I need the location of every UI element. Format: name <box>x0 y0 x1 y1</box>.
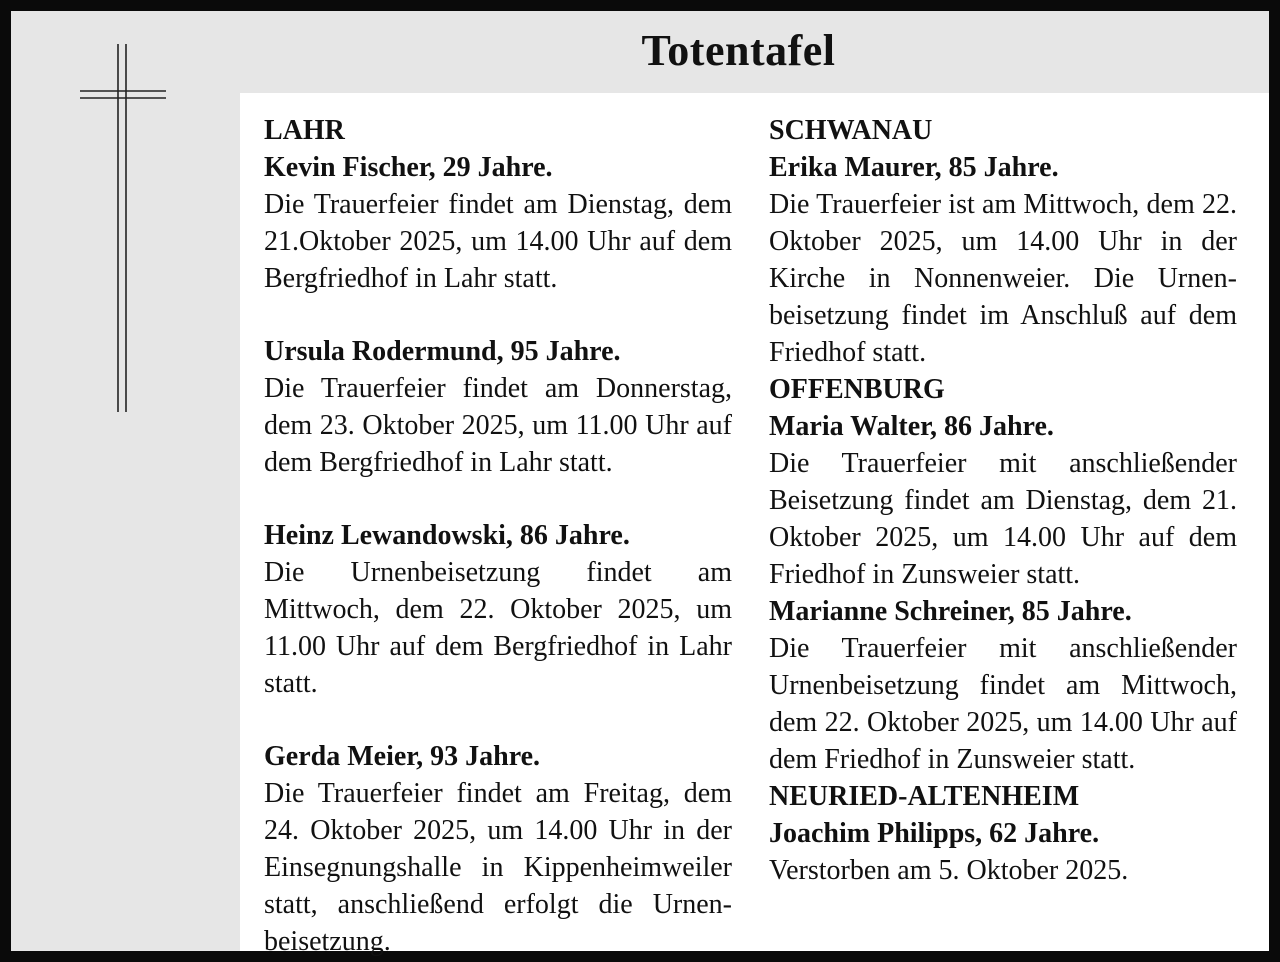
ceremony-text: Verstorben am 5. Oktober 2025. <box>769 855 1129 886</box>
deceased-name: Joachim Philipps, 62 Jahre. <box>769 818 1100 849</box>
obituary-entry <box>769 593 1237 778</box>
place-heading: NEURIED-ALTENHEIM <box>769 781 1080 812</box>
ceremony-text: Die Trauerfeier mit anschließender Urnenbeisetzung findet am Mittwoch, dem 22. Oktober 2025, um 14.00 Uhr auf dem Friedhof in Zunsweier statt. <box>769 633 1237 775</box>
ceremony-text: Die Trauerfeier findet am Freitag, dem 24. Oktober 2025, um 14.00 Uhr in der Einsegnungshalle in Kippenheimweiler statt, anschließend erfolgt die Urnen-beisetzung. <box>264 778 732 957</box>
cross-icon <box>78 44 168 414</box>
left-column <box>264 112 732 960</box>
obituary-entry <box>769 371 1237 593</box>
page-title: Totentafel <box>641 26 836 75</box>
obituary-entry <box>264 112 732 297</box>
obituary-entry <box>264 333 732 481</box>
deceased-name: Maria Walter, 86 Jahre. <box>769 411 1054 442</box>
ceremony-text: Die Trauerfeier ist am Mittwoch, dem 22. Oktober 2025, um 14.00 Uhr in der Kirche in Nonnenweier. Die Urnen-beisetzung findet im Anschluß auf dem Friedhof statt. <box>769 189 1237 368</box>
ceremony-text: Die Trauerfeier findet am Donnerstag, dem 23. Oktober 2025, um 11.00 Uhr auf dem Bergfriedhof in Lahr statt. <box>264 373 732 478</box>
obituary-entry <box>769 778 1237 889</box>
deceased-name: Erika Maurer, 85 Jahre. <box>769 152 1059 183</box>
deceased-name: Gerda Meier, 93 Jahre. <box>264 741 541 772</box>
obituary-entry <box>264 517 732 702</box>
place-heading: SCHWANAU <box>769 115 933 146</box>
obituary-entry <box>264 738 732 960</box>
deceased-name: Ursula Rodermund, 95 Jahre. <box>264 336 621 367</box>
ceremony-text: Die Trauerfeier findet am Dienstag, dem 21.Oktober 2025, um 14.00 Uhr auf dem Bergfriedhof in Lahr statt. <box>264 189 732 294</box>
place-heading: OFFENBURG <box>769 374 945 405</box>
deceased-name: Heinz Lewandowski, 86 Jahre. <box>264 520 630 551</box>
deceased-name: Kevin Fischer, 29 Jahre. <box>264 152 553 183</box>
ceremony-text: Die Trauerfeier mit anschließender Beisetzung findet am Dienstag, dem 21. Oktober 2025, um 14.00 Uhr auf dem Friedhof in Zunsweier statt. <box>769 448 1237 590</box>
obituary-entry <box>769 112 1237 371</box>
ceremony-text: Die Urnenbeisetzung findet am Mittwoch, dem 22. Oktober 2025, um 11.00 Uhr auf dem Bergfriedhof in Lahr statt. <box>264 557 732 699</box>
right-column <box>769 112 1237 889</box>
deceased-name: Marianne Schreiner, 85 Jahre. <box>769 596 1132 627</box>
place-heading: LAHR <box>264 115 345 146</box>
